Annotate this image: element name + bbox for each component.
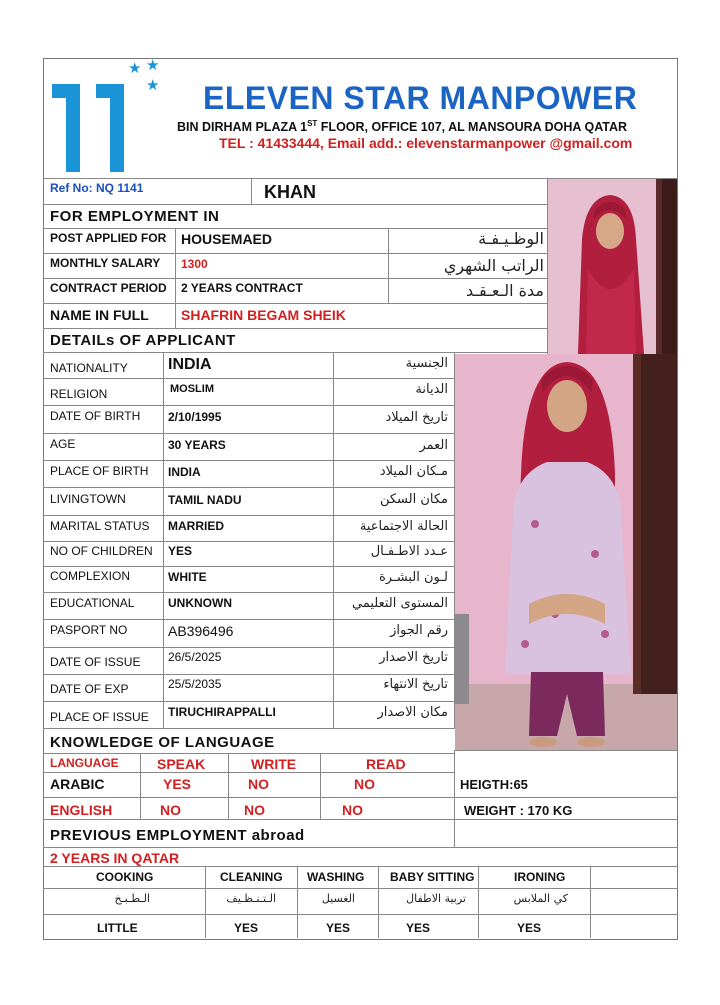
details-section-title: DETAILs OF APPLICANT — [50, 332, 236, 349]
contract-period-arabic: مدة الـعـقـد — [465, 281, 544, 300]
washing-level: YES — [326, 921, 351, 935]
arabic-language-label: ARABIC — [50, 776, 105, 792]
arabic-speak-value: YES — [163, 776, 192, 792]
language-section-title: KNOWLEDGE OF LANGUAGE — [50, 734, 275, 751]
baby-sitting-header: BABY SITTING — [390, 870, 475, 884]
previous-employment-title: PREVIOUS EMPLOYMENT abroad — [50, 827, 305, 844]
no-of-children-arabic: عـدد الاطـفـال — [370, 544, 448, 559]
ironing-level: YES — [517, 921, 542, 935]
place-of-birth-arabic: مـكان الميلاد — [379, 464, 448, 479]
age-value: 30 YEARS — [168, 438, 226, 452]
religion-value: MOSLIM — [170, 383, 214, 395]
complexion-value: WHITE — [168, 570, 207, 584]
passport-no-value: AB396496 — [168, 623, 234, 639]
religion-arabic: الديانة — [415, 382, 448, 397]
cooking-level: LITTLE — [97, 921, 138, 935]
cleaning-level: YES — [234, 921, 259, 935]
educational-value: UNKNOWN — [168, 596, 232, 610]
language-header: LANGUAGE — [50, 756, 119, 770]
company-address: BIN DIRHAM PLAZA 1ST FLOOR, OFFICE 107, AL MANSOURA DOHA QATAR — [177, 119, 628, 135]
cooking-arabic: الـطـبـخ — [114, 892, 150, 905]
arabic-write-value: NO — [248, 776, 269, 792]
date-of-issue-arabic: تاريخ الاصدار — [379, 650, 448, 665]
nationality-arabic: الجنسية — [405, 356, 448, 371]
marital-status-arabic: الحالة الاجتماعية — [359, 519, 448, 534]
cleaning-arabic: الـتـنـظـيف — [226, 892, 276, 905]
company-logo: ★ ★ ★ — [50, 58, 160, 178]
applicant-portrait-photo — [548, 179, 677, 354]
educational-label: EDUCATIONAL — [50, 596, 135, 610]
place-of-birth-value: INDIA — [168, 465, 201, 479]
monthly-salary-value: 1300 — [181, 257, 208, 271]
nationality-label: NATIONALITY — [50, 361, 128, 375]
height-value: HEIGTH:65 — [460, 777, 528, 792]
monthly-salary-arabic: الراتب الشهري — [443, 256, 544, 275]
complexion-label: COMPLEXION — [50, 569, 131, 583]
place-of-issue-arabic: مكان الاصدار — [377, 705, 448, 720]
date-of-birth-label: DATE OF BIRTH — [50, 409, 141, 423]
ironing-header: IRONING — [514, 870, 566, 884]
speak-header: SPEAK — [157, 756, 206, 772]
place-of-issue-value: TIRUCHIRAPPALLI — [168, 705, 276, 719]
baby-sitting-level: YES — [406, 921, 431, 935]
no-of-children-label: NO OF CHILDREN — [50, 544, 153, 558]
full-name-value: SHAFRIN BEGAM SHEIK — [181, 307, 346, 323]
previous-employment-detail: 2 YEARS IN QATAR — [50, 850, 180, 866]
full-name-label: NAME IN FULL — [50, 307, 149, 323]
baby-sitting-arabic: تربية الاطفال — [406, 892, 466, 905]
date-of-issue-value: 26/5/2025 — [168, 650, 222, 664]
arabic-read-value: NO — [354, 776, 375, 792]
post-applied-value: HOUSEMAED — [181, 231, 273, 247]
age-label: AGE — [50, 437, 76, 451]
english-write-value: NO — [244, 802, 265, 818]
cleaning-header: CLEANING — [220, 870, 283, 884]
passport-no-arabic: رقم الجواز — [390, 623, 448, 638]
date-of-birth-value: 2/10/1995 — [168, 410, 222, 424]
date-of-issue-label: DATE OF ISSUE — [50, 655, 141, 669]
english-read-value: NO — [342, 802, 363, 818]
nationality-value: INDIA — [168, 356, 212, 373]
date-of-exp-label: DATE OF EXP — [50, 682, 129, 696]
age-arabic: العمر — [419, 438, 448, 453]
cooking-header: COOKING — [96, 870, 154, 884]
write-header: WRITE — [251, 756, 297, 772]
ref-number: Ref No: NQ 1141 — [50, 181, 144, 195]
post-applied-arabic: الوظـيـفـة — [478, 229, 544, 248]
post-applied-label: POST APPLIED FOR — [50, 231, 167, 245]
religion-label: RELIGION — [50, 387, 108, 401]
contract-period-label: CONTRACT PERIOD — [50, 281, 167, 295]
read-header: READ — [366, 756, 406, 772]
complexion-arabic: لـون البشـرة — [378, 570, 448, 585]
applicant-surname: KHAN — [264, 182, 316, 202]
marital-status-value: MARRIED — [168, 519, 224, 533]
date-of-exp-value: 25/5/2035 — [168, 677, 222, 691]
ironing-arabic: كي الملابس — [513, 892, 568, 905]
english-speak-value: NO — [160, 802, 181, 818]
date-of-exp-arabic: تاريخ الانتهاء — [383, 677, 448, 692]
no-of-children-value: YES — [168, 544, 193, 558]
washing-arabic: الغسيل — [321, 892, 355, 905]
marital-status-label: MARITAL STATUS — [50, 519, 150, 533]
employment-section-title: FOR EMPLOYMENT IN — [50, 208, 220, 225]
livingtown-label: LIVINGTOWN — [50, 492, 126, 506]
livingtown-arabic: مكان السكن — [379, 492, 448, 507]
monthly-salary-label: MONTHLY SALARY — [50, 256, 161, 270]
english-language-label: ENGLISH — [50, 802, 113, 818]
company-name: ELEVEN STAR MANPOWER — [203, 80, 638, 116]
applicant-full-body-photo — [455, 354, 677, 750]
livingtown-value: TAMIL NADU — [168, 493, 242, 507]
place-of-birth-label: PLACE OF BIRTH — [50, 464, 149, 478]
company-contact: TEL : 41433444, Email add.: elevenstarmanpower @gmail.com — [219, 135, 633, 151]
passport-no-label: PASPORT NO — [50, 623, 128, 637]
educational-arabic: المستوى التعليمي — [352, 596, 448, 611]
weight-value: WEIGHT : 170 KG — [464, 803, 573, 818]
washing-header: WASHING — [307, 870, 365, 884]
contract-period-value: 2 YEARS CONTRACT — [181, 281, 303, 295]
date-of-birth-arabic: تاريخ الميلاد — [385, 410, 448, 425]
place-of-issue-label: PLACE OF ISSUE — [50, 710, 149, 724]
